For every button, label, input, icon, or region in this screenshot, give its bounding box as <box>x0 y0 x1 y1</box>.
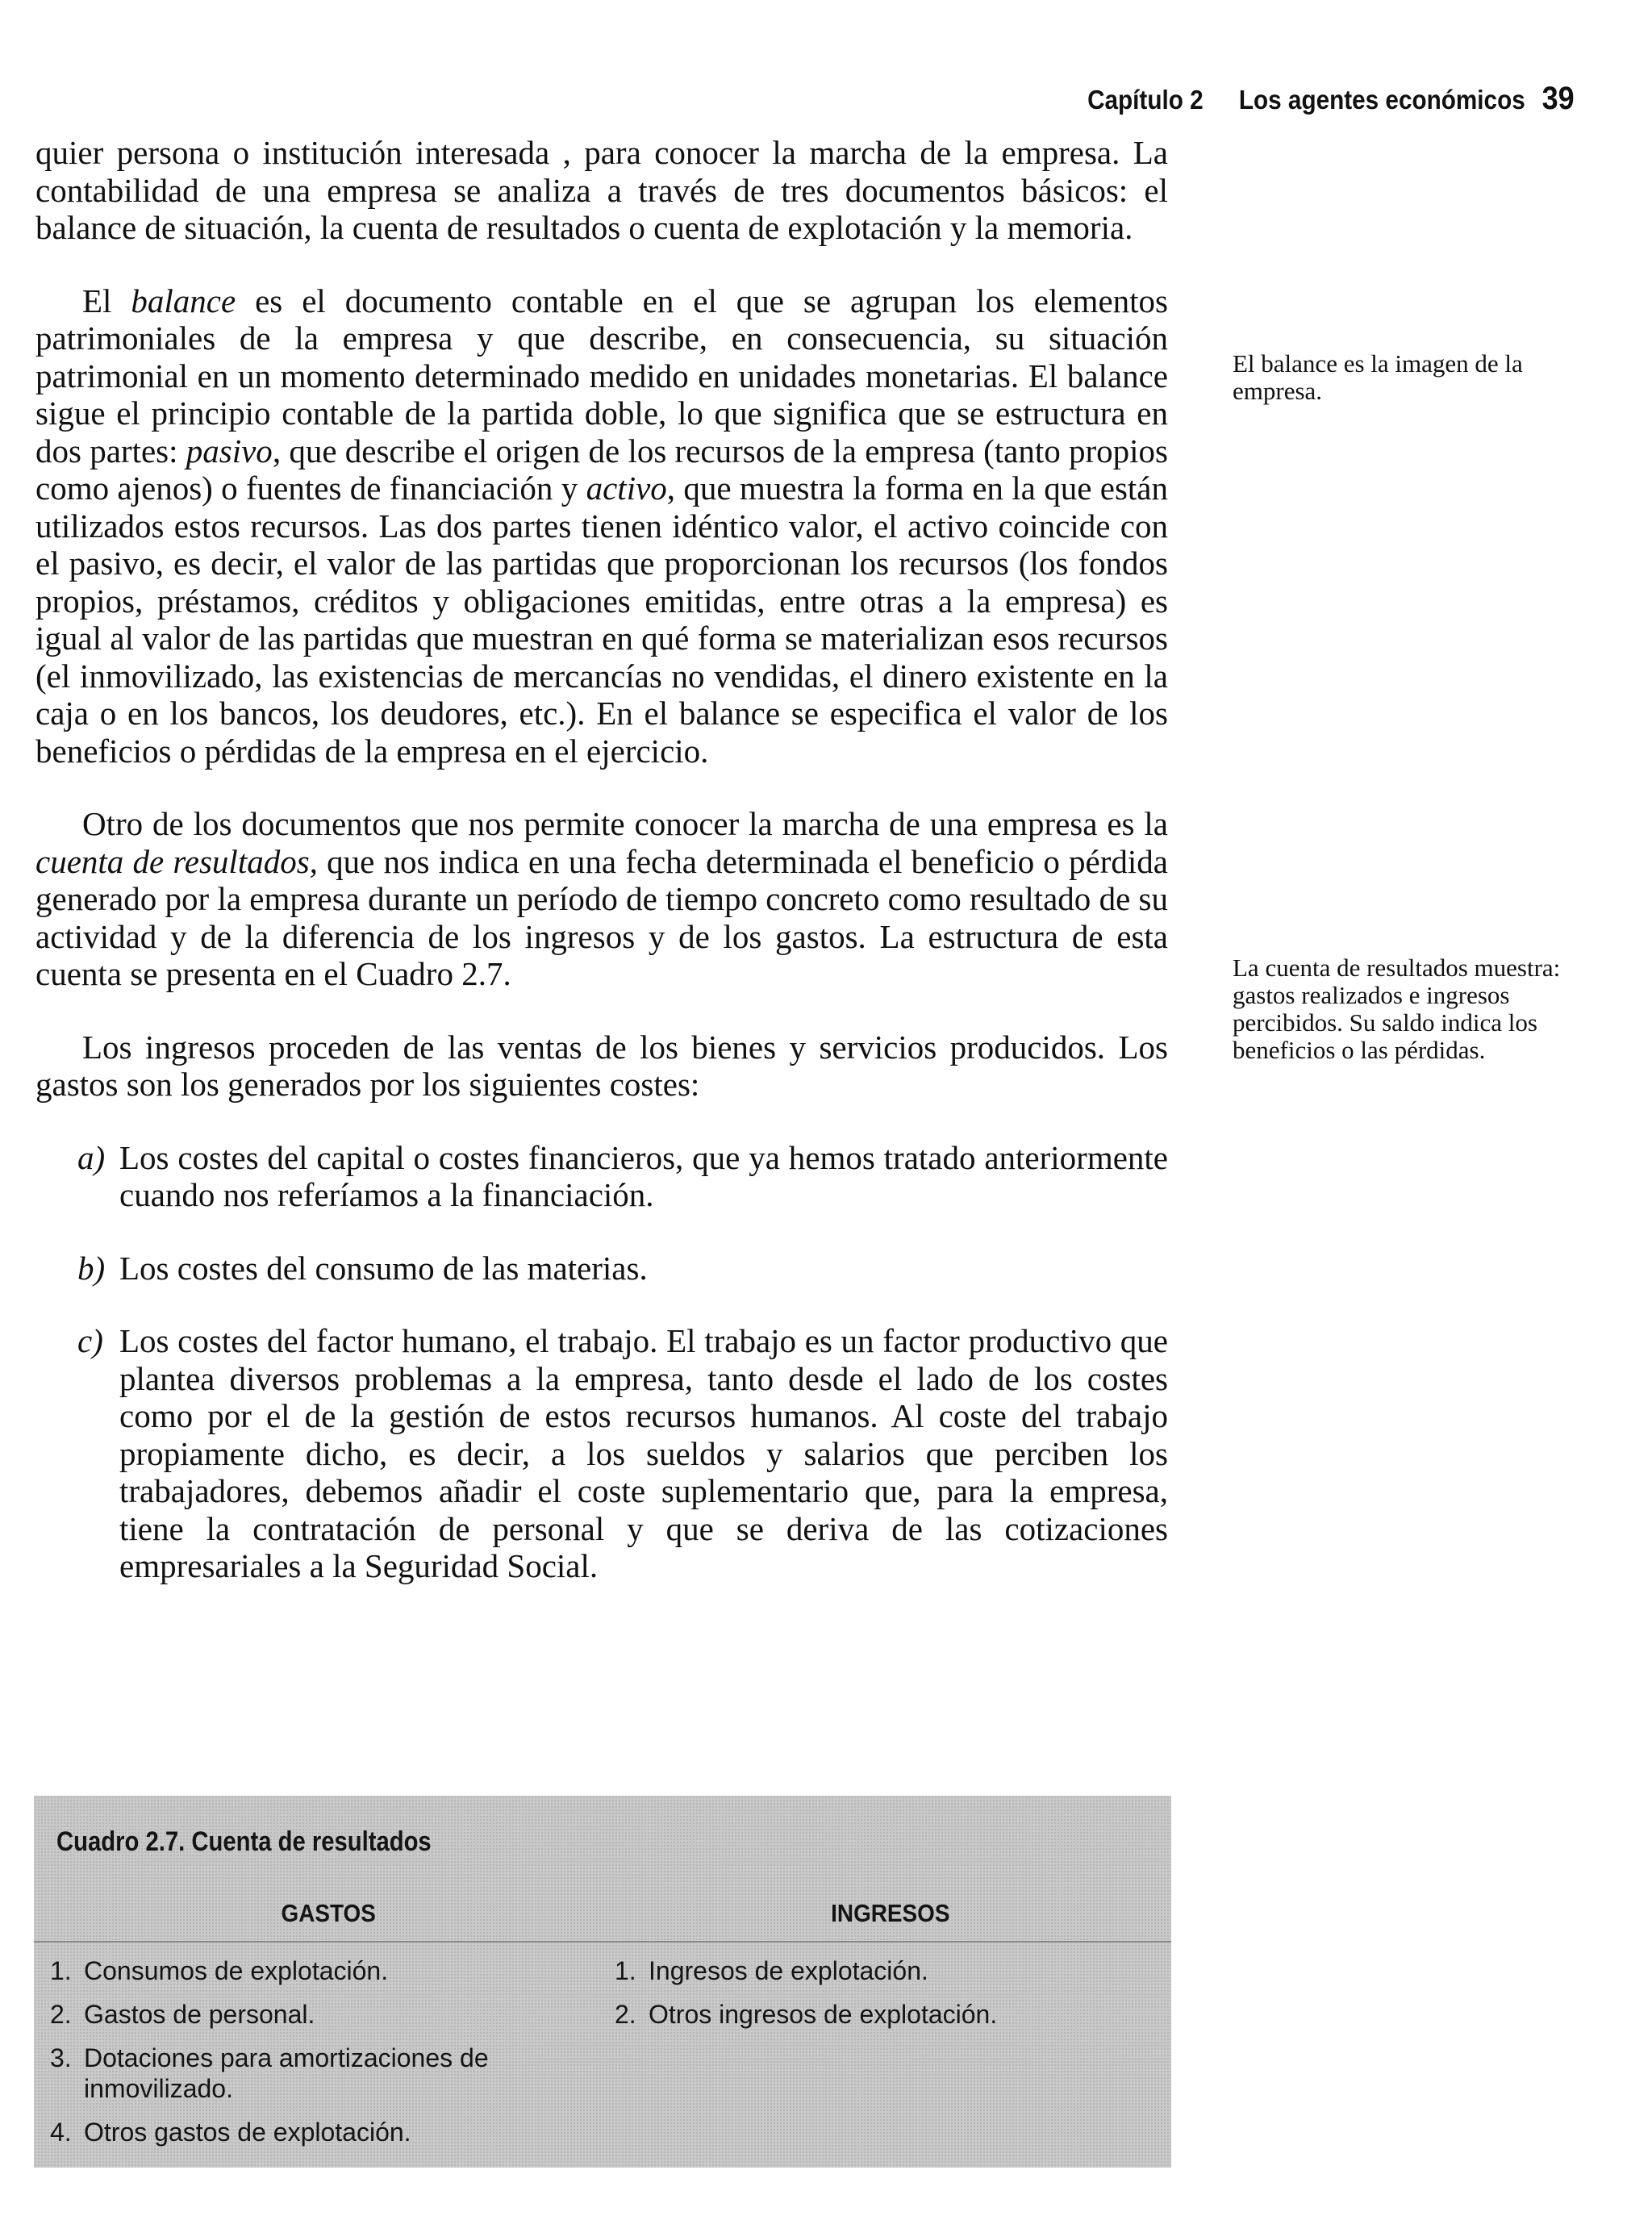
gastos-item <box>50 2117 534 2147</box>
gastos-column <box>50 1955 534 2160</box>
item-text: Otros gastos de explotación. <box>84 2118 411 2147</box>
list-text: Los costes del factor humano, el trabajo. El trabajo es un factor productivo que plantea diversos problemas a la empresa, tanto desde el lado de los costes como por el de la gestión de estos recursos humanos. Al coste del trabajo propiamente dicho, es decir, a los sueldos y salarios que perciben los trabajadores, debemos añadir el coste suplementario que, para la empresa, tiene la contratación de personal y que se deriva de las cotizaciones empresariales a la Seguridad Social. <box>119 1322 1168 1584</box>
paragraph-balance <box>35 282 1168 770</box>
page-number: 39 <box>1541 81 1575 116</box>
cuadro-title: Cuadro 2.7. Cuenta de resultados <box>56 1826 432 1857</box>
item-text: Dotaciones para amortizaciones de inmovilizado. <box>84 2043 489 2103</box>
text-span: es el documento contable en el que se agrupan los elementos patrimoniales de la empresa y que describe, en consecuencia, su situación patrimonial en un momento determinado medido en unidades monetarias. El balance sigue el principio contable de la partida doble, lo que significa que se estructura en dos partes: <box>35 282 1168 469</box>
ingresos-column <box>615 1955 1147 2043</box>
list-marker: c) <box>77 1322 103 1359</box>
list-marker: a) <box>77 1138 106 1176</box>
main-text <box>35 134 1168 1585</box>
item-number: 1. <box>50 1956 72 1985</box>
running-header <box>1087 81 1575 117</box>
paragraph-ingresos-gastos: Los ingresos proceden de las ventas de los bienes y servicios producidos. Los gastos son los generados por los siguientes costes: <box>35 1028 1168 1103</box>
chapter-label: Capítulo 2 <box>1087 85 1204 115</box>
item-text: Ingresos de explotación. <box>649 1956 928 1985</box>
list-item <box>35 1250 1168 1287</box>
ingresos-item <box>615 1955 1147 1986</box>
term-cuenta-resultados: cuenta de resultados, <box>35 842 318 880</box>
text-span: que nos indica en una fecha determinada el beneficio o pérdida generado por la empresa durante un período de tiempo concreto como resultado de su actividad y de la diferencia de los ingresos y de los gastos. La estructura de esta cuenta se presenta en el Cuadro 2.7. <box>35 842 1169 992</box>
term-balance: balance <box>131 282 236 319</box>
item-number: 2. <box>615 2000 636 2029</box>
gastos-item <box>50 1955 534 1986</box>
paragraph-cuenta-resultados <box>35 805 1168 993</box>
item-number: 3. <box>50 2043 72 2072</box>
gastos-item <box>50 1999 534 2030</box>
item-text: Consumos de explotación. <box>84 1956 389 1985</box>
sidenote-balance: El balance es la imagen de la empresa. <box>1233 349 1523 405</box>
gastos-header: GASTOS <box>281 1899 376 1927</box>
header-divider <box>34 1941 1171 1943</box>
text-span: Otro de los documentos que nos permite conocer la marcha de una empresa es la <box>82 805 1168 842</box>
ingresos-item <box>615 1999 1147 2030</box>
text-span: , que describe el origen de los recursos de la empresa (tanto propios como ajenos) o fuentes de financiación y <box>35 432 1168 507</box>
item-text: Otros ingresos de explotación. <box>649 2000 998 2029</box>
gastos-item <box>50 2043 534 2104</box>
item-number: 2. <box>50 2000 72 2029</box>
item-number: 4. <box>50 2118 72 2147</box>
ingresos-header: INGRESOS <box>831 1899 950 1927</box>
text-span: El <box>82 282 131 319</box>
list-marker: b) <box>77 1249 106 1287</box>
list-text: Los costes del consumo de las materias. <box>119 1249 648 1287</box>
sidenote-cuenta-resultados: La cuenta de resultados muestra: gastos realizados e ingresos percibidos. Su saldo indica los beneficios o las pérdidas. <box>1233 954 1561 1064</box>
term-pasivo: pasivo <box>186 432 273 469</box>
cuadro-table <box>34 1796 1171 2168</box>
item-text: Gastos de personal. <box>84 2000 315 2029</box>
paragraph-1: quier persona o institución interesada , para conocer la marcha de la empresa. La contabilidad de una empresa se analiza a través de tres documentos básicos: el balance de situación, la cuenta de resultados o cuenta de explotación y la memoria. <box>35 134 1168 246</box>
list-item <box>35 1322 1168 1585</box>
item-number: 1. <box>615 1956 636 1985</box>
term-activo: activo <box>586 469 667 507</box>
chapter-title: Los agentes económicos <box>1239 85 1526 115</box>
list-item <box>35 1139 1168 1214</box>
list-text: Los costes del capital o costes financieros, que ya hemos tratado anteriormente cuando nos referíamos a la financiación. <box>119 1138 1168 1213</box>
text-span: , que muestra la forma en la que están utilizados estos recursos. Las dos partes tienen idéntico valor, el activo coincide con el pasivo, es decir, el valor de las partidas que proporcionan los recursos (los fondos propios, préstamos, créditos y obligaciones emitidas, entre otras a la empresa) es igual al valor de las partidas que muestran en qué forma se materializan esos recursos (el inmovilizado, las existencias de mercancías no vendidas, el dinero existente en la caja o en los bancos, los deudores, etc.). En el balance se especifica el valor de los beneficios o pérdidas de la empresa en el ejercicio. <box>35 469 1168 770</box>
